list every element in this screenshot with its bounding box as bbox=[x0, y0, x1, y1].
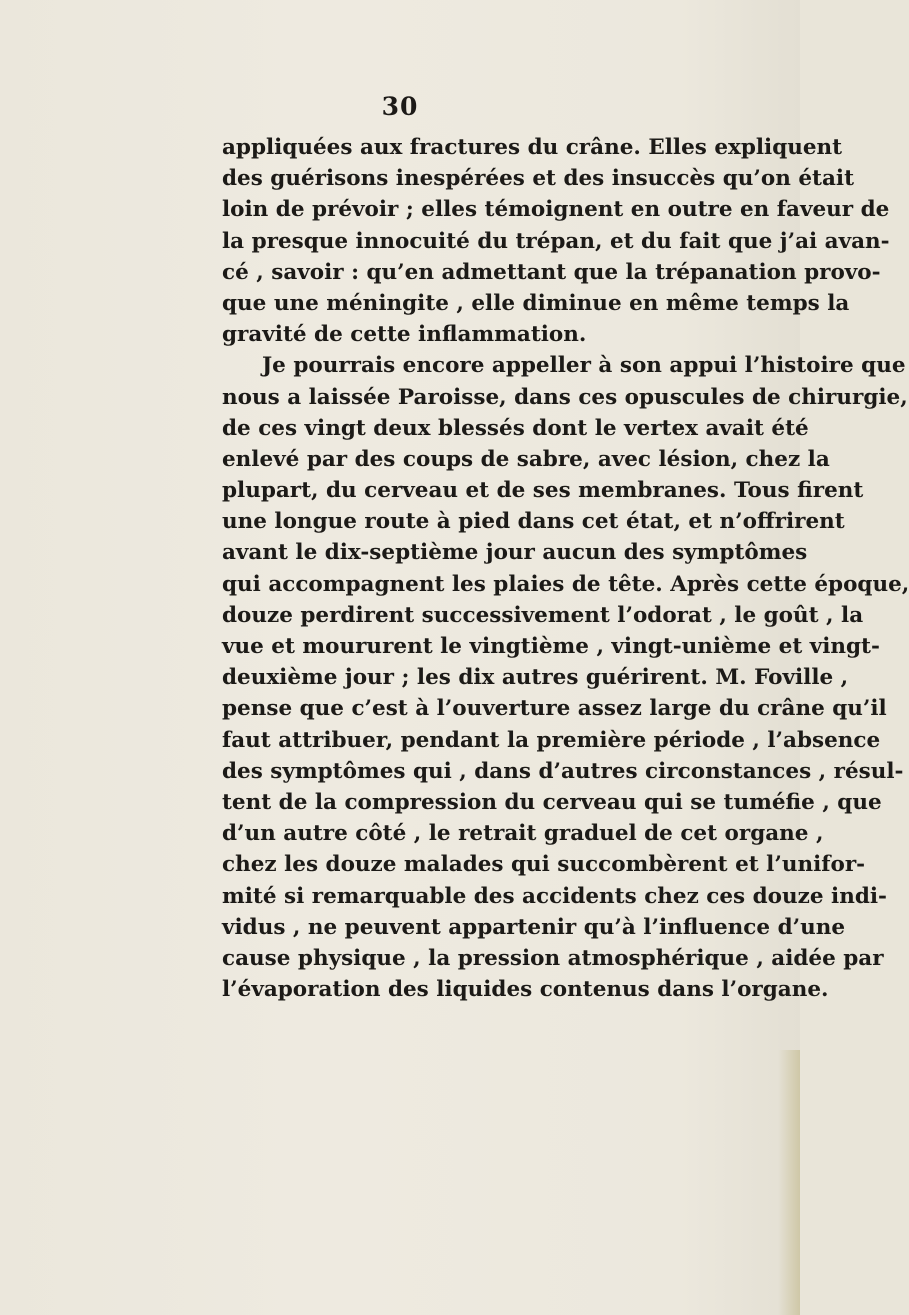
text-line: appliquées aux fractures du crâne. Elles expliquent bbox=[222, 135, 843, 160]
body-text bbox=[222, 132, 909, 1005]
text-line: vidus , ne peuvent appartenir qu’à l’influence d’une bbox=[222, 914, 846, 940]
page-edge-stain bbox=[778, 1050, 800, 1315]
text-line: la presque innocuité du trépan, et du fait que j’ai avan- bbox=[222, 228, 890, 254]
text-line: vue et moururent le vingtième , vingt-unième et vingt- bbox=[222, 634, 880, 659]
text-line: faut attribuer, pendant la première période , l’absence bbox=[222, 727, 881, 753]
text-line: gravité de cette inflammation. bbox=[222, 322, 587, 348]
text-line: qui accompagnent les plaies de tête. Après cette époque, bbox=[222, 571, 909, 597]
text-line: l’évaporation des liquides contenus dans l’organe. bbox=[222, 977, 829, 1003]
text-line: une longue route à pied dans cet état, et n’offrirent bbox=[222, 509, 845, 535]
text-line: chez les douze malades qui succombèrent et l’unifor- bbox=[222, 852, 866, 878]
text-line: d’un autre côté , le retrait graduel de cet organe , bbox=[222, 821, 824, 847]
text-line: tent de la compression du cerveau qui se tuméfie , que bbox=[222, 789, 882, 815]
text-line: loin de prévoir ; elles témoignent en outre en faveur de bbox=[222, 197, 890, 223]
text-line: deuxième jour ; les dix autres guérirent. M. Foville , bbox=[222, 665, 849, 691]
text-line: des symptômes qui , dans d’autres circonstances , résul- bbox=[222, 758, 904, 784]
text-line: des guérisons inespérées et des insuccès qu’on était bbox=[222, 166, 855, 192]
text-line: pense que c’est à l’ouverture assez large du crâne qu’il bbox=[222, 696, 887, 722]
text-line: de ces vingt deux blessés dont le vertex avait été bbox=[222, 415, 809, 441]
text-line: douze perdirent successivement l’odorat , le goût , la bbox=[222, 602, 864, 628]
text-line: Je pourrais encore appeller à son appui l’histoire que bbox=[262, 353, 906, 379]
text-line: plupart, du cerveau et de ses membranes. Tous firent bbox=[222, 478, 864, 504]
text-line: avant le dix-septième jour aucun des symptômes bbox=[222, 540, 808, 566]
text-line: nous a laissée Paroisse, dans ces opuscules de chirurgie, bbox=[222, 384, 908, 410]
text-line: cause physique , la pression atmosphérique , aidée par bbox=[222, 945, 884, 971]
page-number: 30 bbox=[381, 92, 419, 121]
text-line: cé , savoir : qu’en admettant que la trépanation provo- bbox=[222, 259, 881, 285]
text-line: enlevé par des coups de sabre, avec lésion, chez la bbox=[222, 446, 830, 472]
text-line: mité si remarquable des accidents chez ces douze indi- bbox=[222, 883, 887, 909]
text-line: que une méningite , elle diminue en même temps la bbox=[222, 290, 850, 316]
